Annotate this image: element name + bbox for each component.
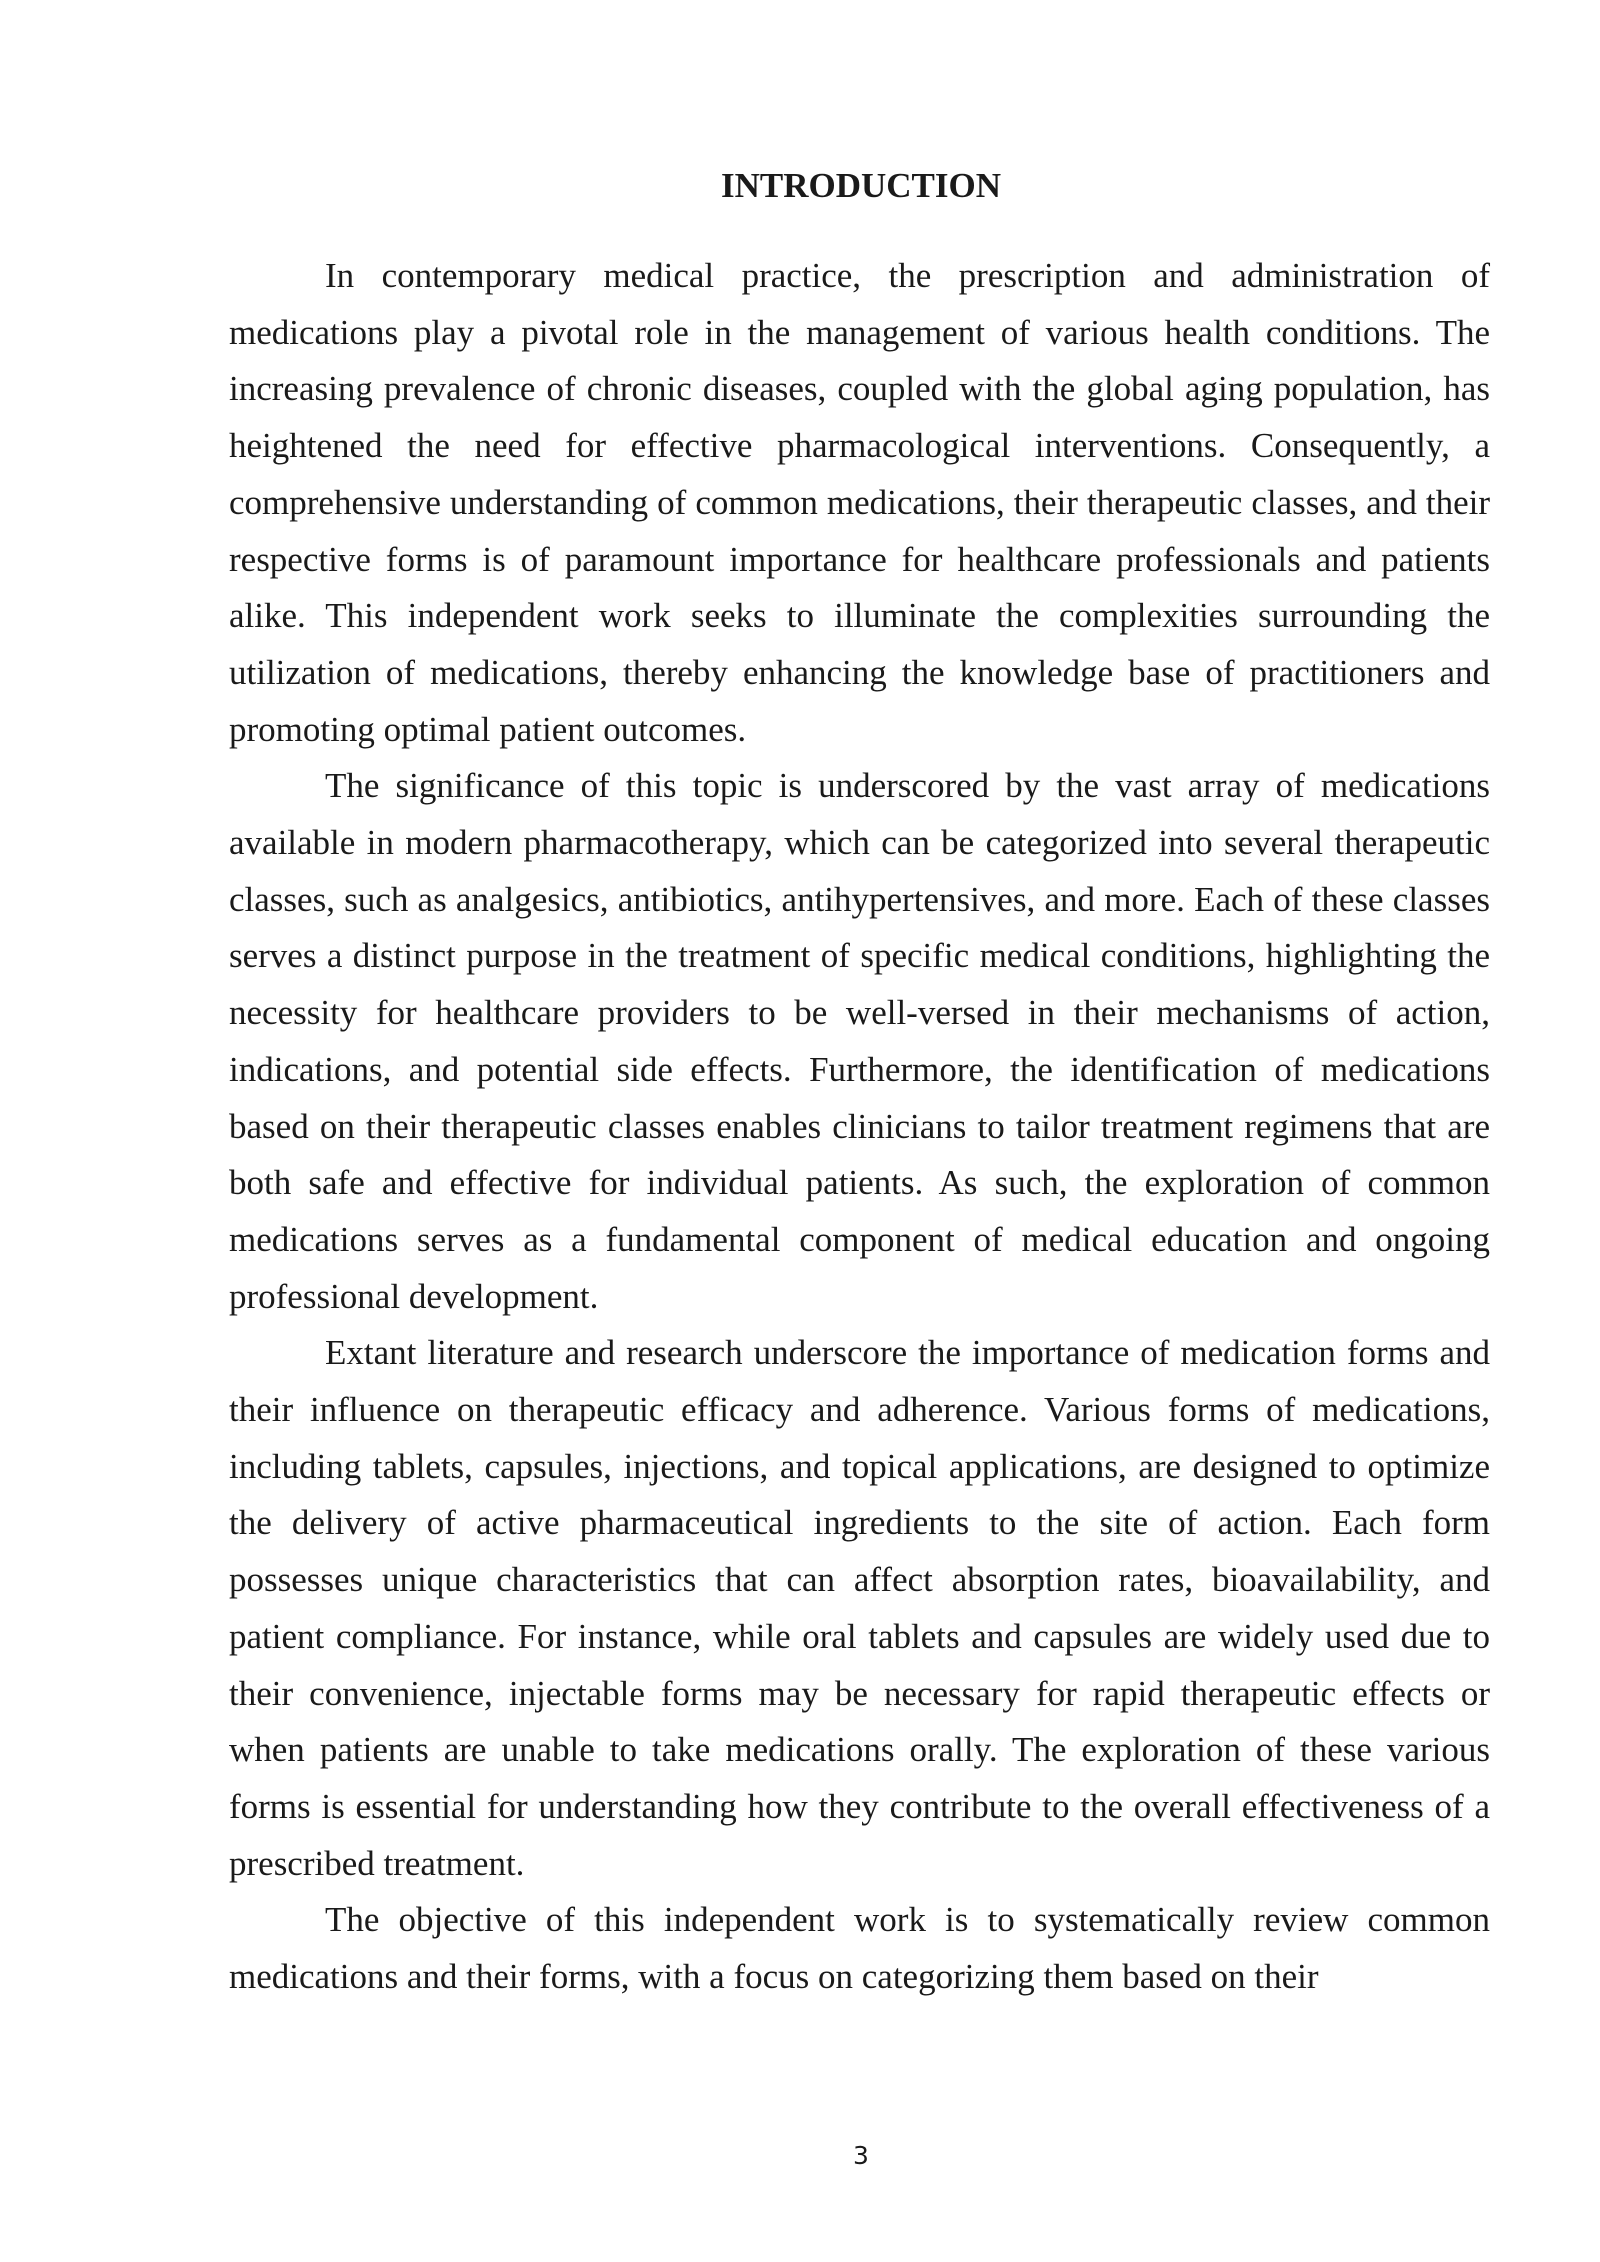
paragraph-4: The objective of this independent work is to systematically review common medications and their forms, with a focus on categorizing them based on their <box>229 1900 1490 1997</box>
body-text <box>229 248 1490 2006</box>
page-title: INTRODUCTION <box>720 166 1002 205</box>
paragraph-2: The significance of this topic is underscored by the vast array of medications available in modern pharmacotherapy, which can be categorized into several therapeutic classes, such as analgesics, antibiotics, antihypertensives, and more. Each of these classes serves a distinct purpose in the treatment of specific medical conditions, highlighting the necessity for healthcare providers to be well-versed in their mechanisms of action, indications, and potential side effects. Furthermore, the identification of medications based on their therapeutic classes enables clinicians to tailor treatment regimens that are both safe and effective for individual patients. As such, the exploration of common medications serves as a fundamental component of medical education and ongoing professional development. <box>229 766 1490 1316</box>
paragraph-1: In contemporary medical practice, the prescription and administration of medications play a pivotal role in the management of various health conditions. The increasing prevalence of chronic diseases, coupled with the global aging population, has heightened the need for effective pharmacological interventions. Consequently, a comprehensive understanding of common medications, their therapeutic classes, and their respective forms is of paramount importance for healthcare professionals and patients alike. This independent work seeks to illuminate the complexities surrounding the utilization of medications, thereby enhancing the knowledge base of practitioners and promoting optimal patient outcomes. <box>229 256 1490 749</box>
page-number: 3 <box>853 2141 869 2170</box>
paragraph-3: Extant literature and research underscore the importance of medication forms and their influence on therapeutic efficacy and adherence. Various forms of medications, including tablets, capsules, injections, and topical applications, are designed to optimize the delivery of active pharmaceutical ingredients to the site of action. Each form possesses unique characteristics that can affect absorption rates, bioavailability, and patient compliance. For instance, while oral tablets and capsules are widely used due to their convenience, injectable forms may be necessary for rapid therapeutic effects or when patients are unable to take medications orally. The exploration of these various forms is essential for understanding how they contribute to the overall effectiveness of a prescribed treatment. <box>229 1333 1490 1883</box>
